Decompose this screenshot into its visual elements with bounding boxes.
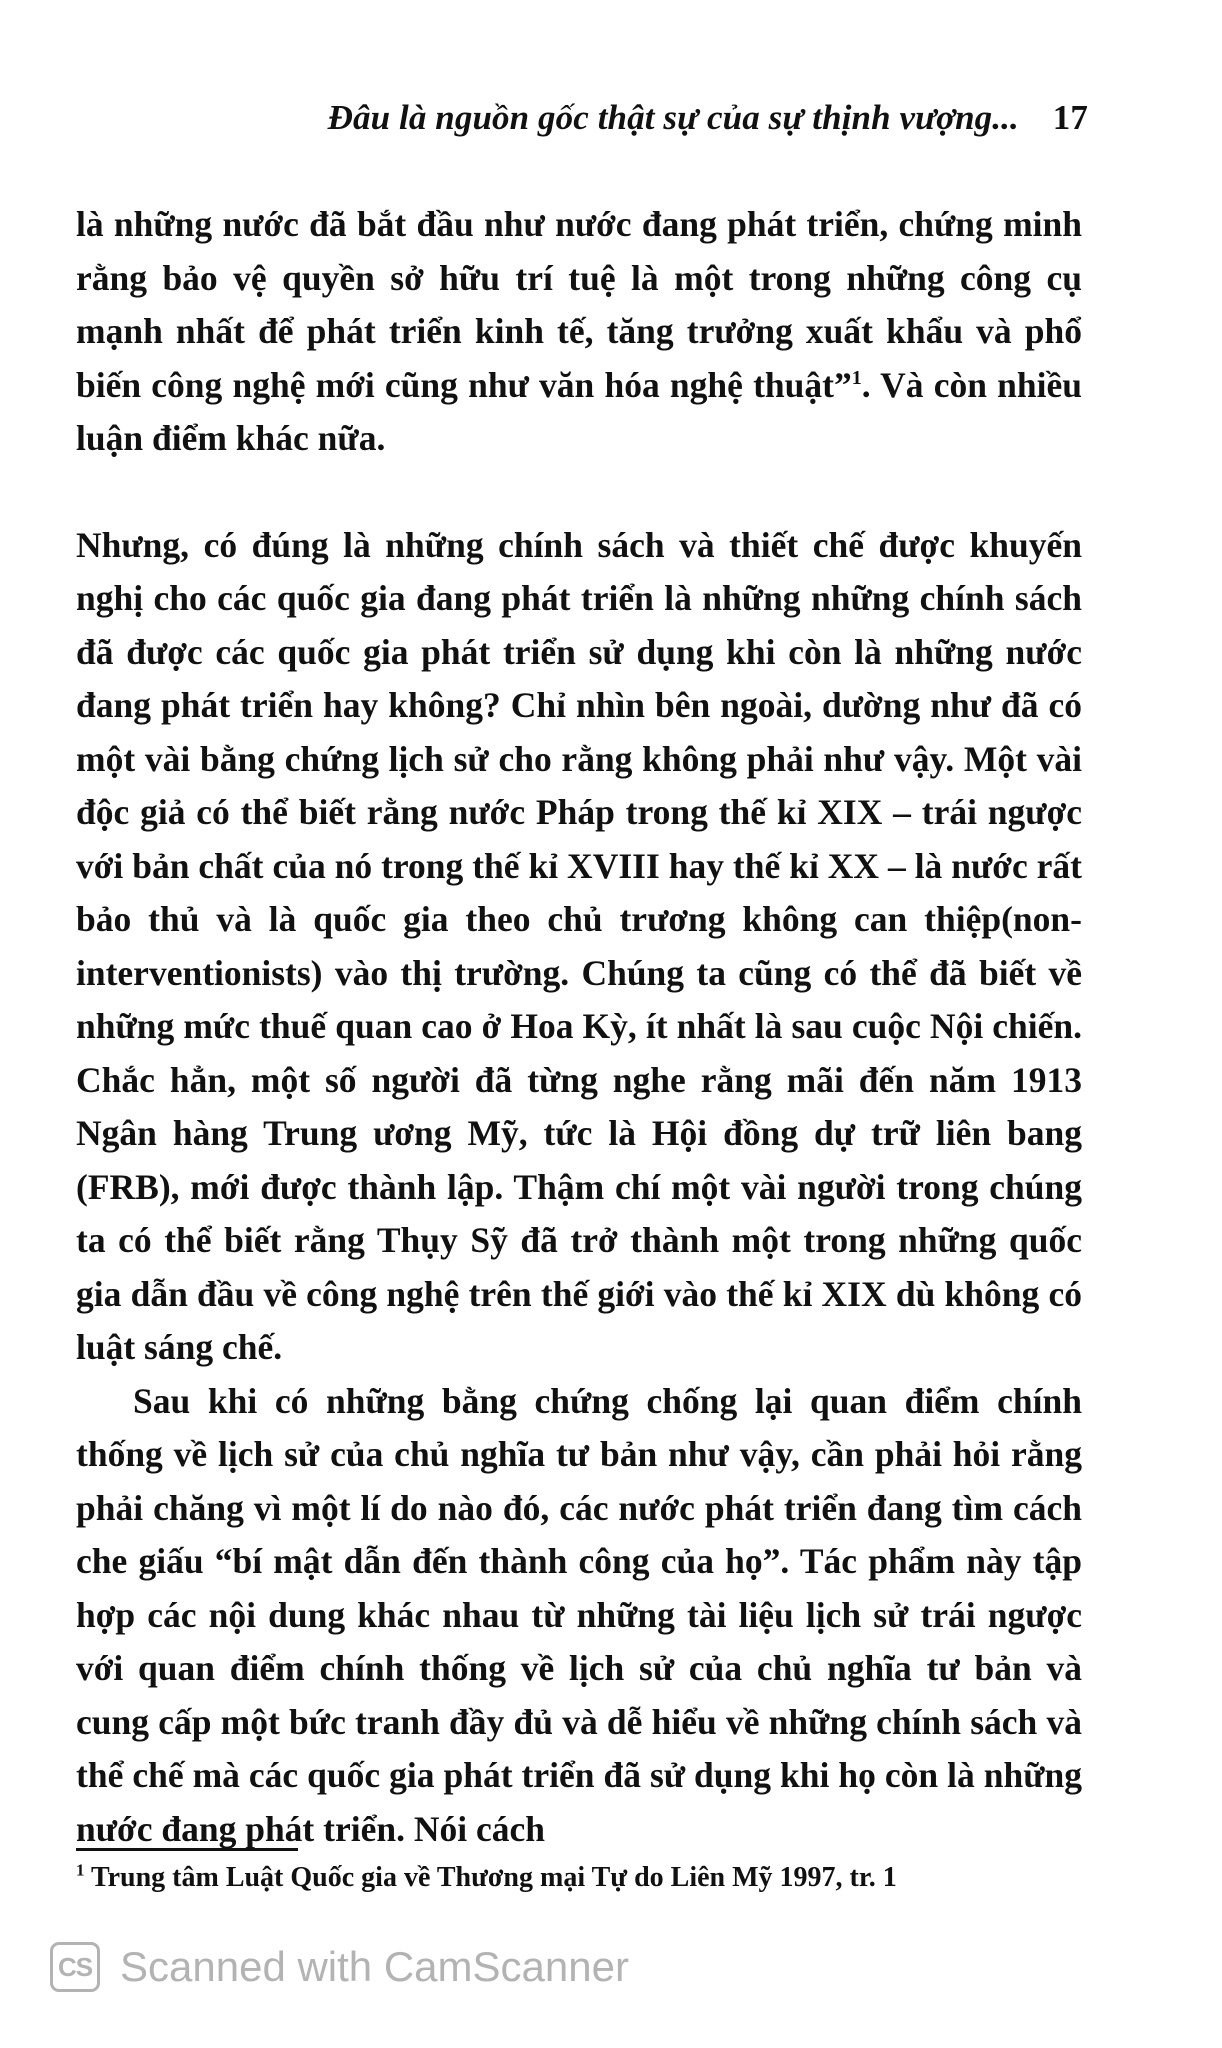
paragraph-1-text: là những nước đã bắt đầu như nước đang phát triển, chứng minh rằng bảo vệ quyền sở hữu trí tuệ là một trong những công cụ mạnh nhất để phát triển kinh tế, tăng trưởng xuất khẩu và phổ biến công nghệ mới cũng như văn hóa nghệ thuật” (76, 204, 1082, 405)
body-text (76, 198, 1082, 1856)
paragraph-1 (76, 198, 1082, 466)
paragraph-2: Nhưng, có đúng là những chính sách và thiết chế được khuyến nghị cho các quốc gia đang phát triển là những những chính sách đã được các quốc gia phát triển sử dụng khi còn là những nước đang phát triển hay không? Chỉ nhìn bên ngoài, dường như đã có một vài bằng chứng lịch sử cho rằng không phải như vậy. Một vài độc giả có thể biết rằng nước Pháp trong thế kỉ XIX – trái ngược với bản chất của nó trong thế kỉ XVIII hay thế kỉ XX – là nước rất bảo thủ và là quốc gia theo chủ trương không can thiệp(non-interventionists) vào thị trường. Chúng ta cũng có thể đã biết về những mức thuế quan cao ở Hoa Kỳ, ít nhất là sau cuộc Nội chiến. Chắc hẳn, một số người đã từng nghe rằng mãi đến năm 1913 Ngân hàng Trung ương Mỹ, tức là Hội đồng dự trữ liên bang (FRB), mới được thành lập. Thậm chí một vài người trong chúng ta có thể biết rằng Thụy Sỹ đã trở thành một trong những quốc gia dẫn đầu về công nghệ trên thế giới vào thế kỉ XIX dù không có luật sáng chế. (76, 524, 1082, 1367)
footnote-text: Trung tâm Luật Quốc gia về Thương mại Tự do Liên Mỹ 1997, tr. 1 (84, 1862, 897, 1893)
scanner-watermark (50, 1942, 629, 1992)
chapter-title: Đâu là nguồn gốc thật sự của sự thịnh vượng... (327, 98, 1019, 137)
footnote (76, 1862, 897, 1894)
footnote-marker: 1 (76, 1860, 85, 1880)
page-number: 17 (1052, 98, 1088, 137)
camscanner-logo-icon: CS (50, 1942, 100, 1992)
paragraph-3: Sau khi có những bằng chứng chống lại quan điểm chính thống về lịch sử của chủ nghĩa tư bản như vậy, cần phải hỏi rằng phải chăng vì một lí do nào đó, các nước phát triển đang tìm cách che giấu “bí mật dẫn đến thành công của họ”. Tác phẩm này tập hợp các nội dung khác nhau từ những tài liệu lịch sử trái ngược với quan điểm chính thống về lịch sử của chủ nghĩa tư bản và cung cấp một bức tranh đầy đủ và dễ hiểu về những chính sách và thể chế mà các quốc gia phát triển đã sử dụng khi họ còn là những nước đang phát triển. Nói cách (76, 1380, 1082, 1849)
paragraph-1-tail: . Và còn nhiều luận điểm khác nữa. (76, 364, 1082, 458)
footnote-reference: 1 (851, 366, 862, 389)
footnote-separator (76, 1848, 298, 1851)
running-header (76, 98, 1088, 138)
watermark-text: Scanned with CamScanner (120, 1943, 629, 1990)
